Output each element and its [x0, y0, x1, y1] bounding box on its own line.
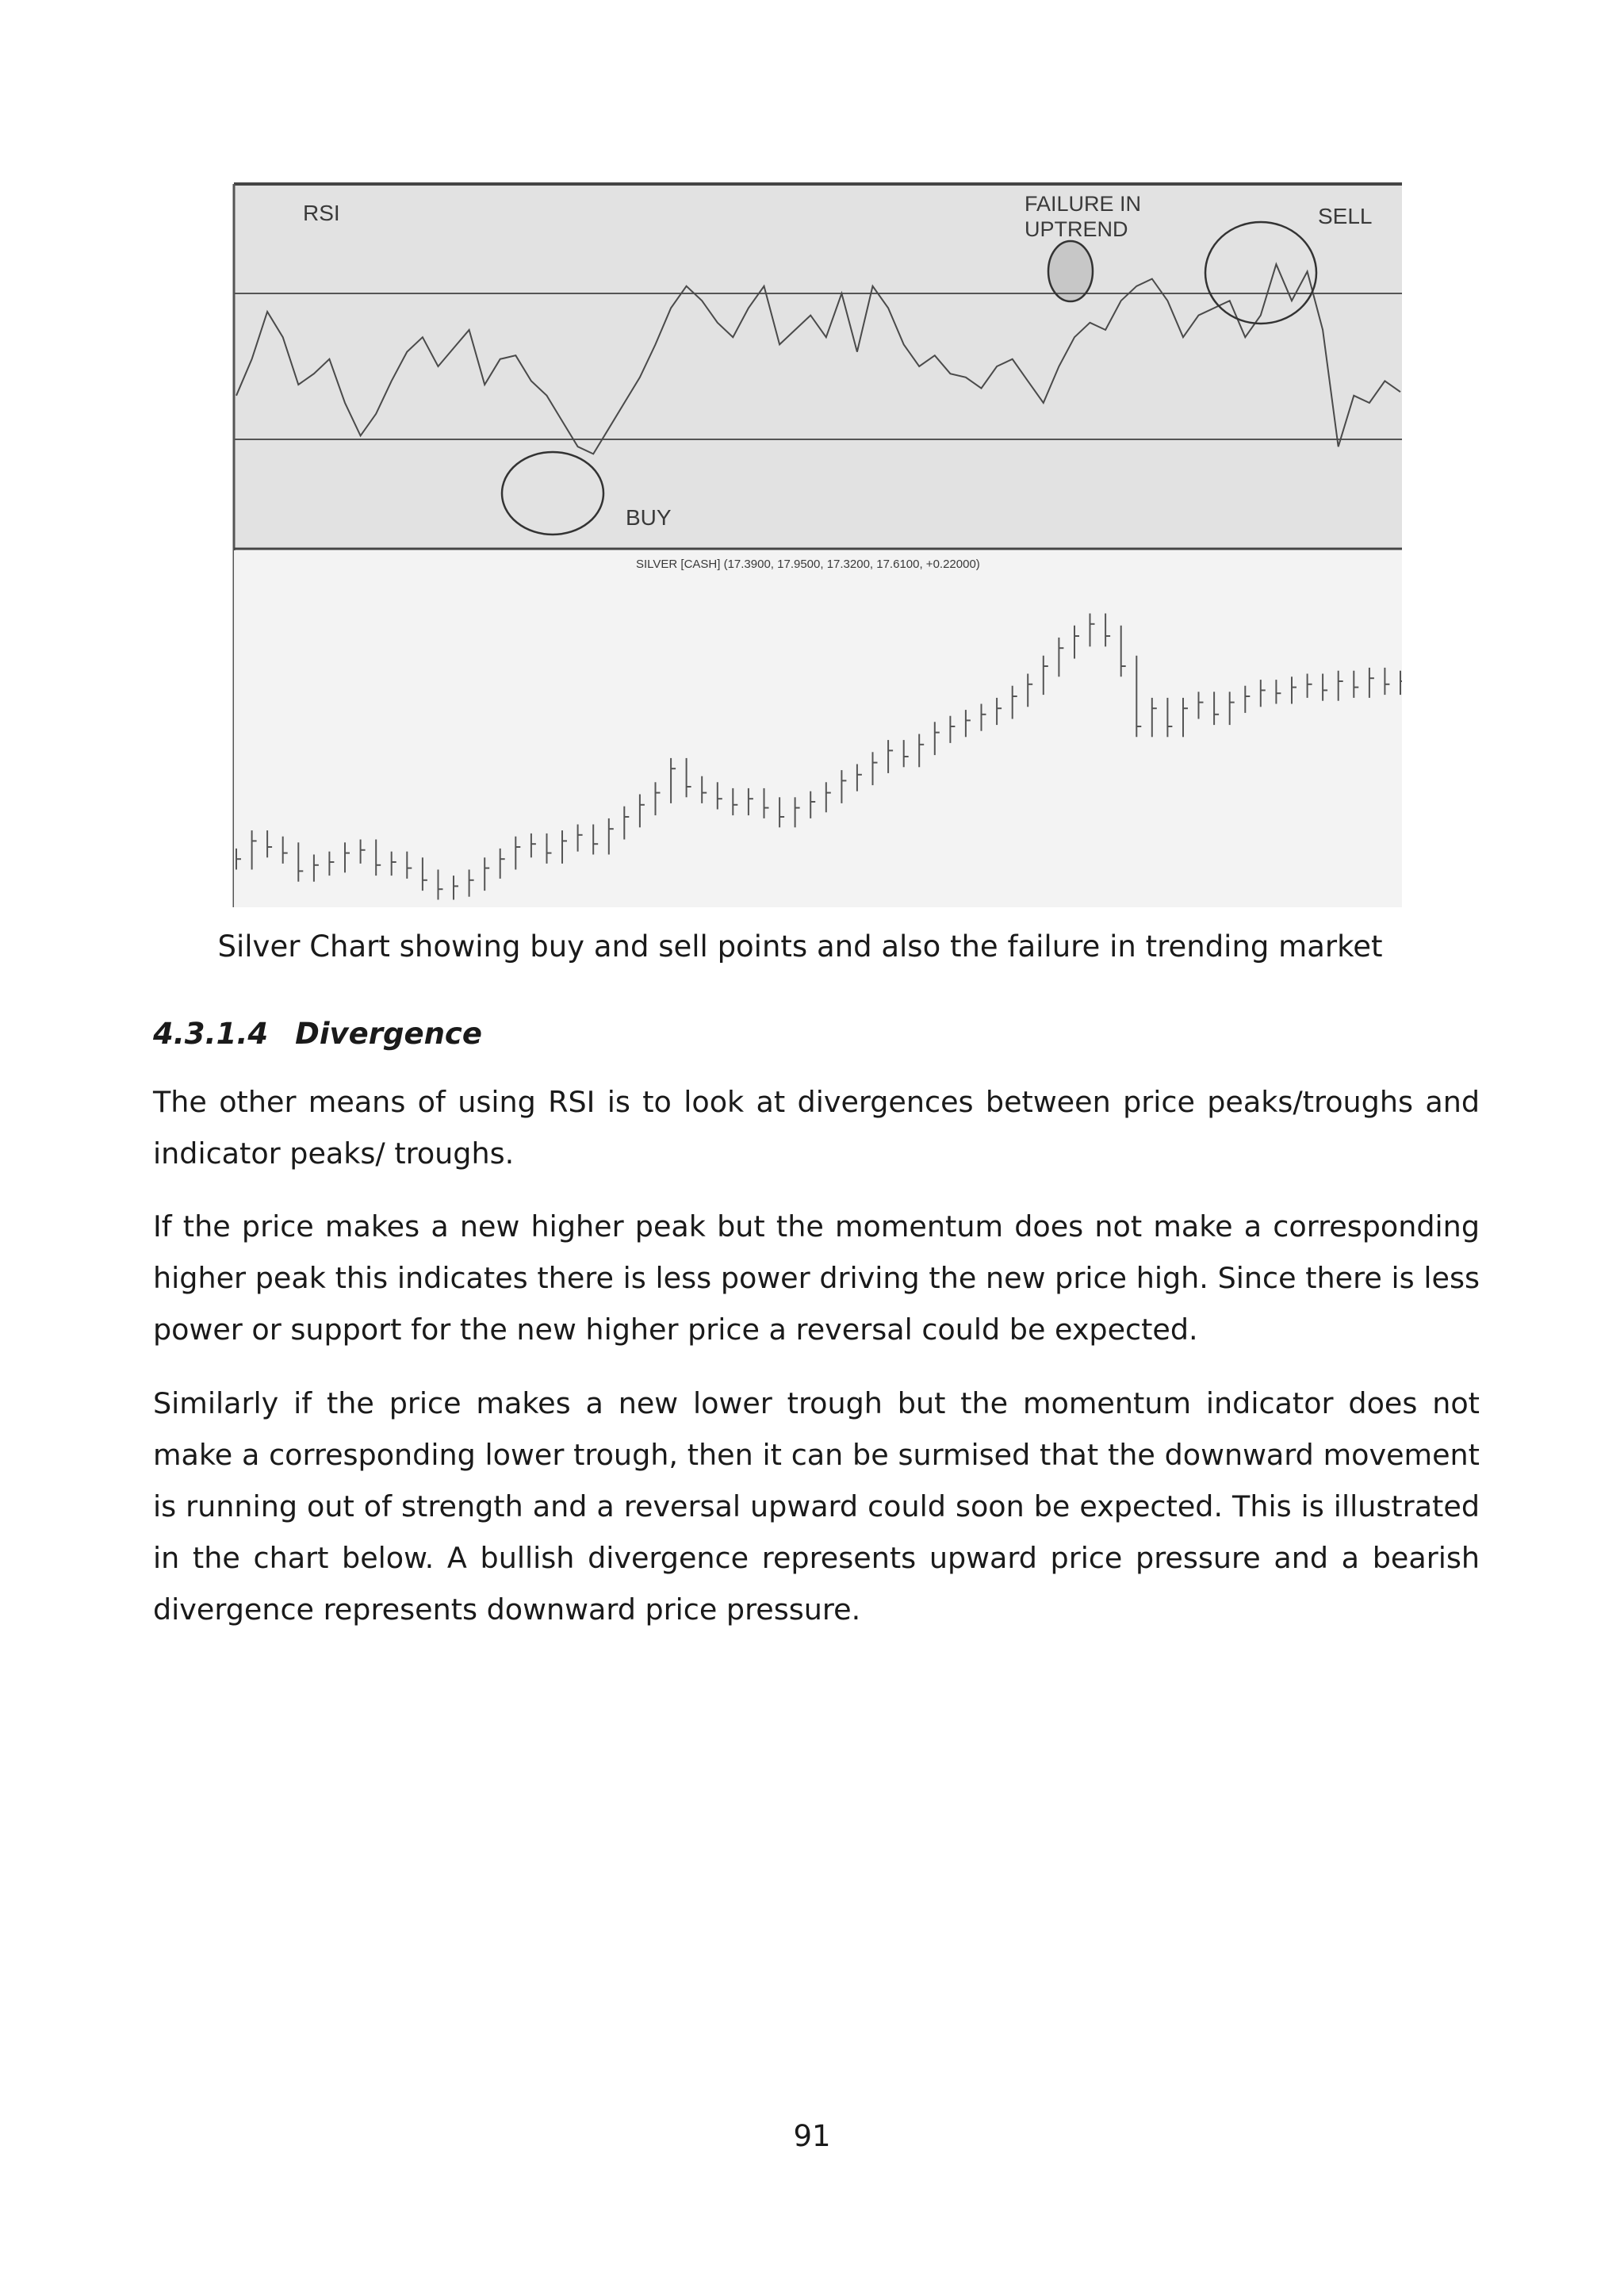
- section-title: Divergence: [295, 1017, 482, 1051]
- buy-label: BUY: [626, 505, 672, 530]
- page-number: 91: [793, 2119, 831, 2153]
- figure-caption: [0, 926, 1624, 968]
- silver-rsi-chart-figure: [232, 179, 1402, 907]
- failure-circle: [1048, 241, 1093, 301]
- price-panel-background: [234, 550, 1402, 907]
- rsi-label: RSI: [303, 201, 340, 225]
- failure-in-label: FAILURE IN: [1025, 192, 1142, 216]
- paragraph-2: If the price makes a new higher peak but the momentum does not make a corresponding higher peak this indicates there is less power driving the new price high. Since there is less power or support for the new higher price a reversal could be expected.: [153, 1209, 1480, 1347]
- section-number: 4.3.1.4: [153, 1017, 269, 1051]
- paragraph-3: Similarly if the price makes a new lower trough but the momentum indicator does not make a corresponding lower trough, then it can be surmised that the downward movement is running out of strength and a reversal upward could soon be expected. This is illustrated in the chart below. A bullish divergence represents upward price pressure and a bearish divergence represents downward price pressure.: [153, 1386, 1480, 1627]
- section-heading: [153, 1014, 482, 1055]
- price-panel-title: SILVER [CASH] (17.3900, 17.9500, 17.3200, 17.6100, +0.22000): [636, 558, 980, 571]
- rsi-panel-background: [234, 184, 1402, 549]
- sell-label: SELL: [1318, 204, 1373, 228]
- caption-text: Silver Chart showing buy and sell points and also the failure in trending market: [217, 929, 1383, 964]
- uptrend-label: UPTREND: [1025, 217, 1128, 241]
- chart-svg: [232, 179, 1402, 907]
- paragraph-1: The other means of using RSI is to look at divergences between price peaks/troughs and indicator peaks/ troughs.: [153, 1085, 1480, 1171]
